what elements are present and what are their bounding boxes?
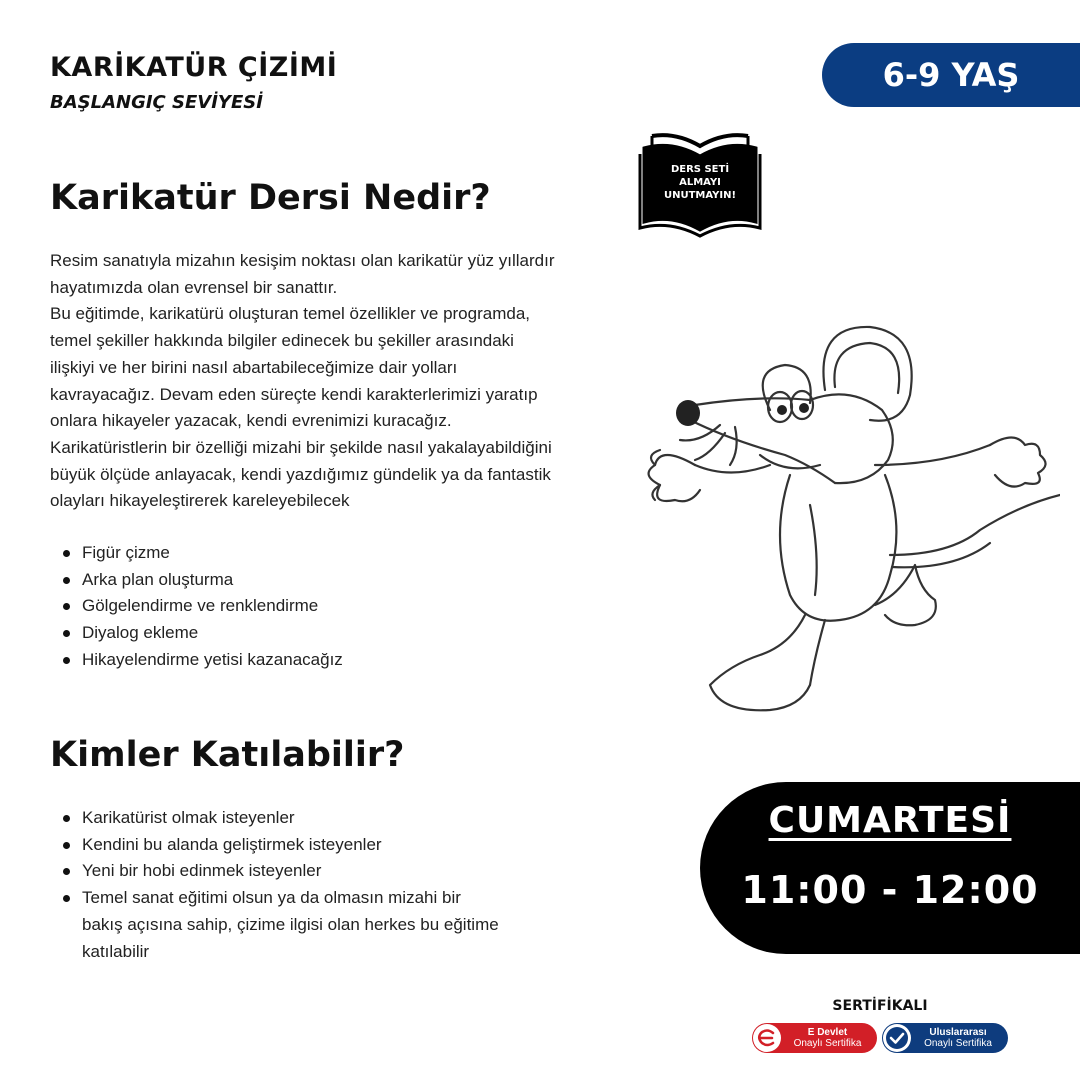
international-certificate-badge <box>882 1023 1008 1053</box>
schedule-day: CUMARTESİ <box>768 800 1012 841</box>
edevlet-line-1: E Devlet <box>807 1027 848 1038</box>
list-item: Yeni bir hobi edinmek isteyenler <box>50 858 500 885</box>
book-line-3: UNUTMAYIN! <box>663 190 737 201</box>
edevlet-logo-icon <box>753 1024 781 1052</box>
section-what-heading: Karikatür Dersi Nedir? <box>50 178 491 218</box>
paragraph-details: Bu eğitimde, karikatürü oluşturan temel özellikler ve programda, temel şekiller hakkında bilgiler edinecek bu şekiller arasındaki ilişkiyi ve her birini nasıl abartabileceğimize dair yolları kavrayacağız. Devam eden süreçte kendi karakterlerimizi yaratıp onlara hikayeler yazacak, kendi evrenimizi kuracağız. Karikatüristlerin bir özelliği mizahi bir şekilde nasıl yakalayabildiğini büyük ölçüde anlayacak, kendi yazdığımız gündelik ya da fantastik olayları hikayeleştirerek kareleyebilecek <box>50 304 552 511</box>
section-what-body <box>50 248 560 515</box>
list-item: Figür çizme <box>50 540 550 567</box>
course-title: KARİKATÜR ÇİZİMİ <box>50 52 338 83</box>
book-reminder-text <box>650 163 750 202</box>
list-item: Temel sanat eğitimi olsun ya da olmasın mizahi bir bakış açısına sahip, çizime ilgisi olan herkes bu eğitime katılabilir <box>50 885 500 965</box>
edevlet-certificate-badge <box>752 1023 877 1053</box>
edevlet-line-2: Onaylı Sertifika <box>793 1038 862 1049</box>
book-line-1: DERS SETİ <box>670 164 730 175</box>
section-who-heading: Kimler Katılabilir? <box>50 735 405 775</box>
list-item: Gölgelendirme ve renklendirme <box>50 593 550 620</box>
audience-list <box>50 805 500 965</box>
list-item: Kendini bu alanda geliştirmek isteyenler <box>50 832 500 859</box>
list-item: Arka plan oluşturma <box>50 567 550 594</box>
check-circle-icon <box>883 1024 911 1052</box>
schedule-panel <box>700 782 1080 954</box>
list-item: Karikatürist olmak isteyenler <box>50 805 500 832</box>
book-line-2: ALMAYI <box>679 177 721 188</box>
course-level: BAŞLANGIÇ SEVİYESİ <box>50 92 263 113</box>
list-item: Diyalog ekleme <box>50 620 550 647</box>
certificate-title: SERTİFİKALI <box>832 998 928 1014</box>
cartoon-mouse-illustration <box>620 315 1060 715</box>
schedule-time: 11:00 - 12:00 <box>741 868 1039 912</box>
list-item: Hikayelendirme yetisi kazanacağız <box>50 647 550 674</box>
intl-line-2: Onaylı Sertifika <box>924 1038 992 1049</box>
paragraph-intro: Resim sanatıyla mizahın kesişim noktası olan karikatür yüz yıllardır hayatımızda olan evrensel bir sanattır. <box>50 251 555 297</box>
age-badge: 6-9 YAŞ <box>822 43 1080 107</box>
intl-line-1: Uluslararası <box>929 1027 987 1038</box>
learning-list <box>50 540 550 674</box>
